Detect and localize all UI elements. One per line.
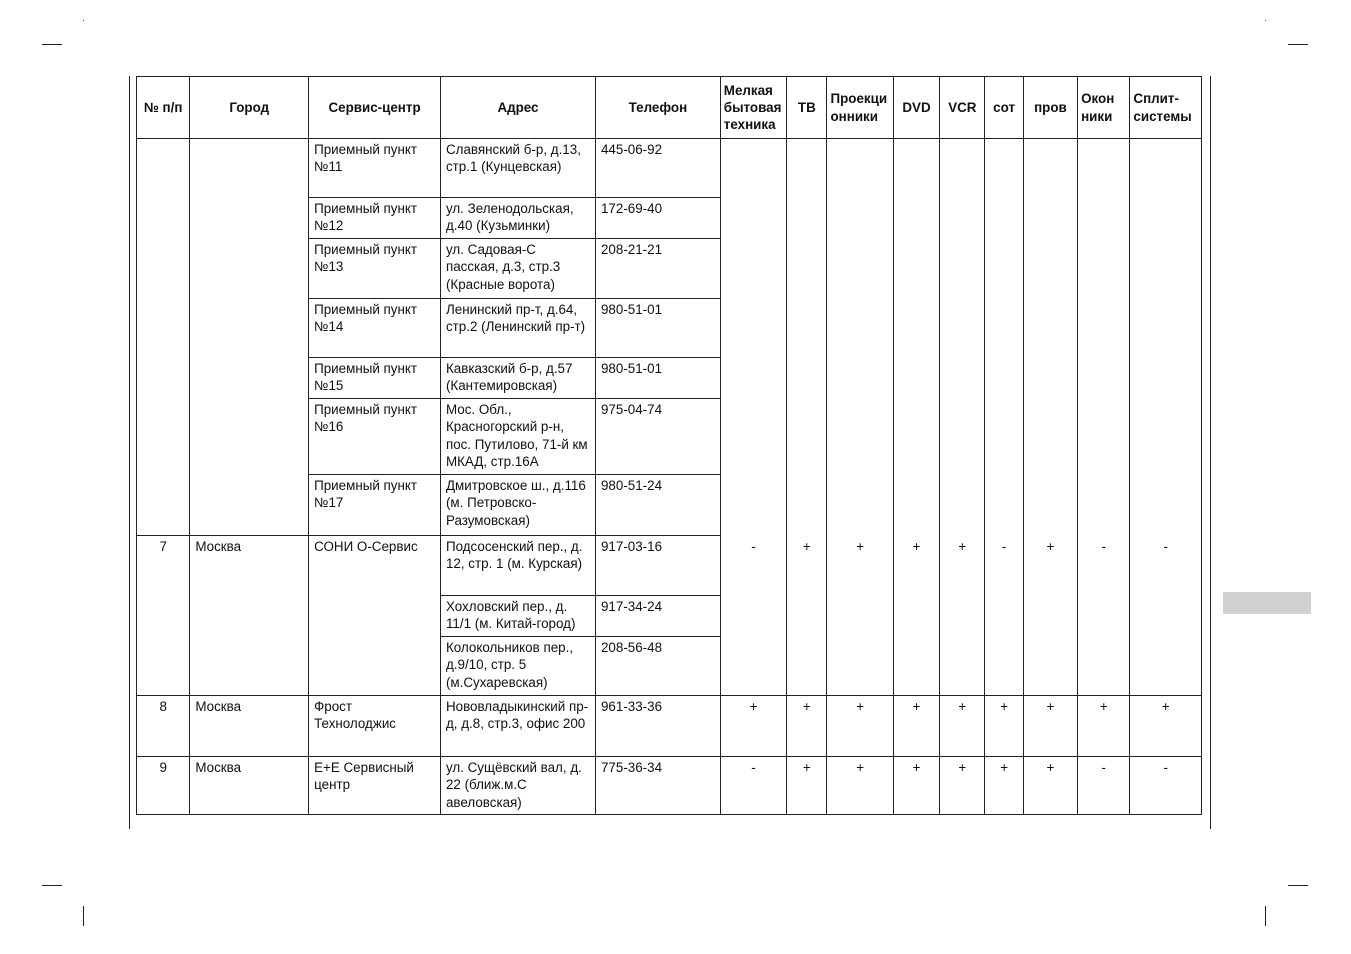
col-address-header: Адрес bbox=[440, 77, 595, 139]
cell-mark: - bbox=[1163, 538, 1168, 554]
col-num-header: № п/п bbox=[137, 77, 190, 139]
cell-mark: - bbox=[1001, 538, 1007, 554]
cell-mark: + bbox=[1046, 538, 1055, 554]
cell-mark bbox=[893, 139, 939, 696]
cell-mark: + bbox=[802, 538, 811, 554]
crop-mark bbox=[1265, 906, 1266, 926]
cell-mark: + bbox=[940, 757, 985, 815]
cell-phone: 980-51-24 bbox=[595, 475, 720, 536]
cell-mark: + bbox=[827, 696, 893, 757]
cell-num bbox=[137, 139, 190, 536]
cell-address: Нововладыкинский пр-д, д.8, стр.3, офис 200 bbox=[440, 696, 595, 757]
cell-phone: 172-69-40 bbox=[595, 198, 720, 239]
cell-address: ул. Зеленодольская, д.40 (Кузьминки) bbox=[440, 198, 595, 239]
cell-address: Ленинский пр-т, д.64, стр.2 (Ленинский пр-т) bbox=[440, 299, 595, 358]
cell-address: Колокольников пер., д.9/10, стр. 5 (м.Сухаревская) bbox=[440, 637, 595, 696]
cell-mark: + bbox=[856, 538, 865, 554]
cell-mark bbox=[1130, 139, 1202, 696]
crop-dot bbox=[1265, 20, 1266, 21]
crop-dot bbox=[83, 20, 84, 21]
cell-num: 7 bbox=[137, 536, 190, 696]
cell-center: Приемный пункт №12 bbox=[309, 198, 441, 239]
col-projectors-header: Проекци онники bbox=[827, 77, 893, 139]
col-phone-header: Телефон bbox=[595, 77, 720, 139]
cell-address: Подсосенский пер., д. 12, стр. 1 (м. Курская) bbox=[440, 536, 595, 596]
crop-mark bbox=[42, 885, 62, 886]
cell-phone: 917-34-24 bbox=[595, 596, 720, 637]
group-divider bbox=[720, 695, 1201, 696]
crop-mark bbox=[1288, 44, 1308, 45]
crop-mark bbox=[1288, 885, 1308, 886]
cell-mark: + bbox=[912, 538, 921, 554]
cell-mark: - bbox=[751, 538, 756, 554]
table-row bbox=[137, 696, 1202, 757]
cell-phone: 917-03-16 bbox=[595, 536, 720, 596]
cell-mark bbox=[787, 139, 827, 696]
header-row bbox=[137, 77, 1202, 139]
cell-mark: + bbox=[1078, 696, 1130, 757]
cell-mark: + bbox=[787, 757, 827, 815]
cell-mark: + bbox=[893, 757, 939, 815]
cell-phone: 445-06-92 bbox=[595, 139, 720, 198]
section-tab-marker bbox=[1223, 592, 1311, 614]
cell-address: Славянский б-р, д.13, стр.1 (Кунцевская) bbox=[440, 139, 595, 198]
col-center-header: Сервис-центр bbox=[309, 77, 441, 139]
cell-mark bbox=[1078, 139, 1130, 696]
cell-city bbox=[190, 139, 309, 536]
cell-mark bbox=[940, 139, 985, 696]
cell-mark: + bbox=[827, 757, 893, 815]
cell-num: 9 bbox=[137, 757, 190, 815]
cell-mark: + bbox=[958, 538, 967, 554]
cell-address: ул. Сущёвский вал, д. 22 (ближ.м.С авеловская) bbox=[440, 757, 595, 815]
cell-center: Приемный пункт №13 bbox=[309, 239, 441, 299]
cell-address: ул. Садовая-С пасская, д.3, стр.3 (Красные ворота) bbox=[440, 239, 595, 299]
cell-mark: + bbox=[787, 696, 827, 757]
service-centers-table bbox=[136, 76, 1202, 815]
cell-mark bbox=[720, 139, 786, 696]
col-tv-header: ТВ bbox=[787, 77, 827, 139]
cell-phone: 961-33-36 bbox=[595, 696, 720, 757]
cell-mark: + bbox=[1130, 696, 1202, 757]
col-windows-header: Окон ники bbox=[1078, 77, 1130, 139]
crop-mark bbox=[83, 906, 84, 926]
cell-phone: 980-51-01 bbox=[595, 358, 720, 399]
cell-mark: + bbox=[1023, 757, 1077, 815]
cell-mark: - bbox=[1101, 538, 1106, 554]
col-city-header: Город bbox=[190, 77, 309, 139]
table-row bbox=[137, 757, 1202, 815]
cell-center: Приемный пункт №17 bbox=[309, 475, 441, 536]
cell-center: Фрост Технолоджис bbox=[309, 696, 441, 757]
cell-city: Москва bbox=[190, 757, 309, 815]
cell-mark bbox=[1023, 139, 1077, 696]
cell-phone: 208-56-48 bbox=[595, 637, 720, 696]
col-mobile-header: сот bbox=[985, 77, 1023, 139]
col-split-header: Сплит- системы bbox=[1130, 77, 1202, 139]
cell-center: Приемный пункт №14 bbox=[309, 299, 441, 358]
cell-num: 8 bbox=[137, 696, 190, 757]
cell-center: Приемный пункт №16 bbox=[309, 399, 441, 475]
cell-center: Приемный пункт №15 bbox=[309, 358, 441, 399]
col-small-appliances-header: Мелкая бытовая техника bbox=[720, 77, 786, 139]
cell-mark: + bbox=[985, 696, 1023, 757]
page-rule-right bbox=[1210, 76, 1211, 829]
cell-mark: + bbox=[1023, 696, 1077, 757]
cell-phone: 980-51-01 bbox=[595, 299, 720, 358]
crop-mark bbox=[42, 44, 62, 45]
page-rule-left bbox=[129, 76, 130, 829]
cell-mark: - bbox=[1130, 757, 1202, 815]
col-wired-header: пров bbox=[1023, 77, 1077, 139]
cell-mark: + bbox=[893, 696, 939, 757]
cell-center: Е+Е Сервисный центр bbox=[309, 757, 441, 815]
table-row bbox=[137, 139, 1202, 198]
col-dvd-header: DVD bbox=[893, 77, 939, 139]
cell-city: Москва bbox=[190, 536, 309, 696]
cell-mark: - bbox=[720, 757, 786, 815]
cell-city: Москва bbox=[190, 696, 309, 757]
cell-mark: + bbox=[720, 696, 786, 757]
cell-center: СОНИ О-Сервис bbox=[309, 536, 441, 696]
cell-phone: 208-21-21 bbox=[595, 239, 720, 299]
cell-center: Приемный пункт №11 bbox=[309, 139, 441, 198]
cell-address: Кавказский б-р, д.57 (Кантемировская) bbox=[440, 358, 595, 399]
cell-address: Дмитровское ш., д.116 (м. Петровско-Разумовская) bbox=[440, 475, 595, 536]
cell-phone: 775-36-34 bbox=[595, 757, 720, 815]
cell-mark bbox=[985, 139, 1023, 696]
cell-mark bbox=[827, 139, 893, 696]
col-vcr-header: VCR bbox=[940, 77, 985, 139]
cell-phone: 975-04-74 bbox=[595, 399, 720, 475]
cell-mark: + bbox=[985, 757, 1023, 815]
cell-address: Мос. Обл., Красногорский р-н, пос. Путилово, 71-й км МКАД, стр.16А bbox=[440, 399, 595, 475]
cell-mark: - bbox=[1078, 757, 1130, 815]
cell-mark: + bbox=[940, 696, 985, 757]
cell-address: Хохловский пер., д. 11/1 (м. Китай-город) bbox=[440, 596, 595, 637]
